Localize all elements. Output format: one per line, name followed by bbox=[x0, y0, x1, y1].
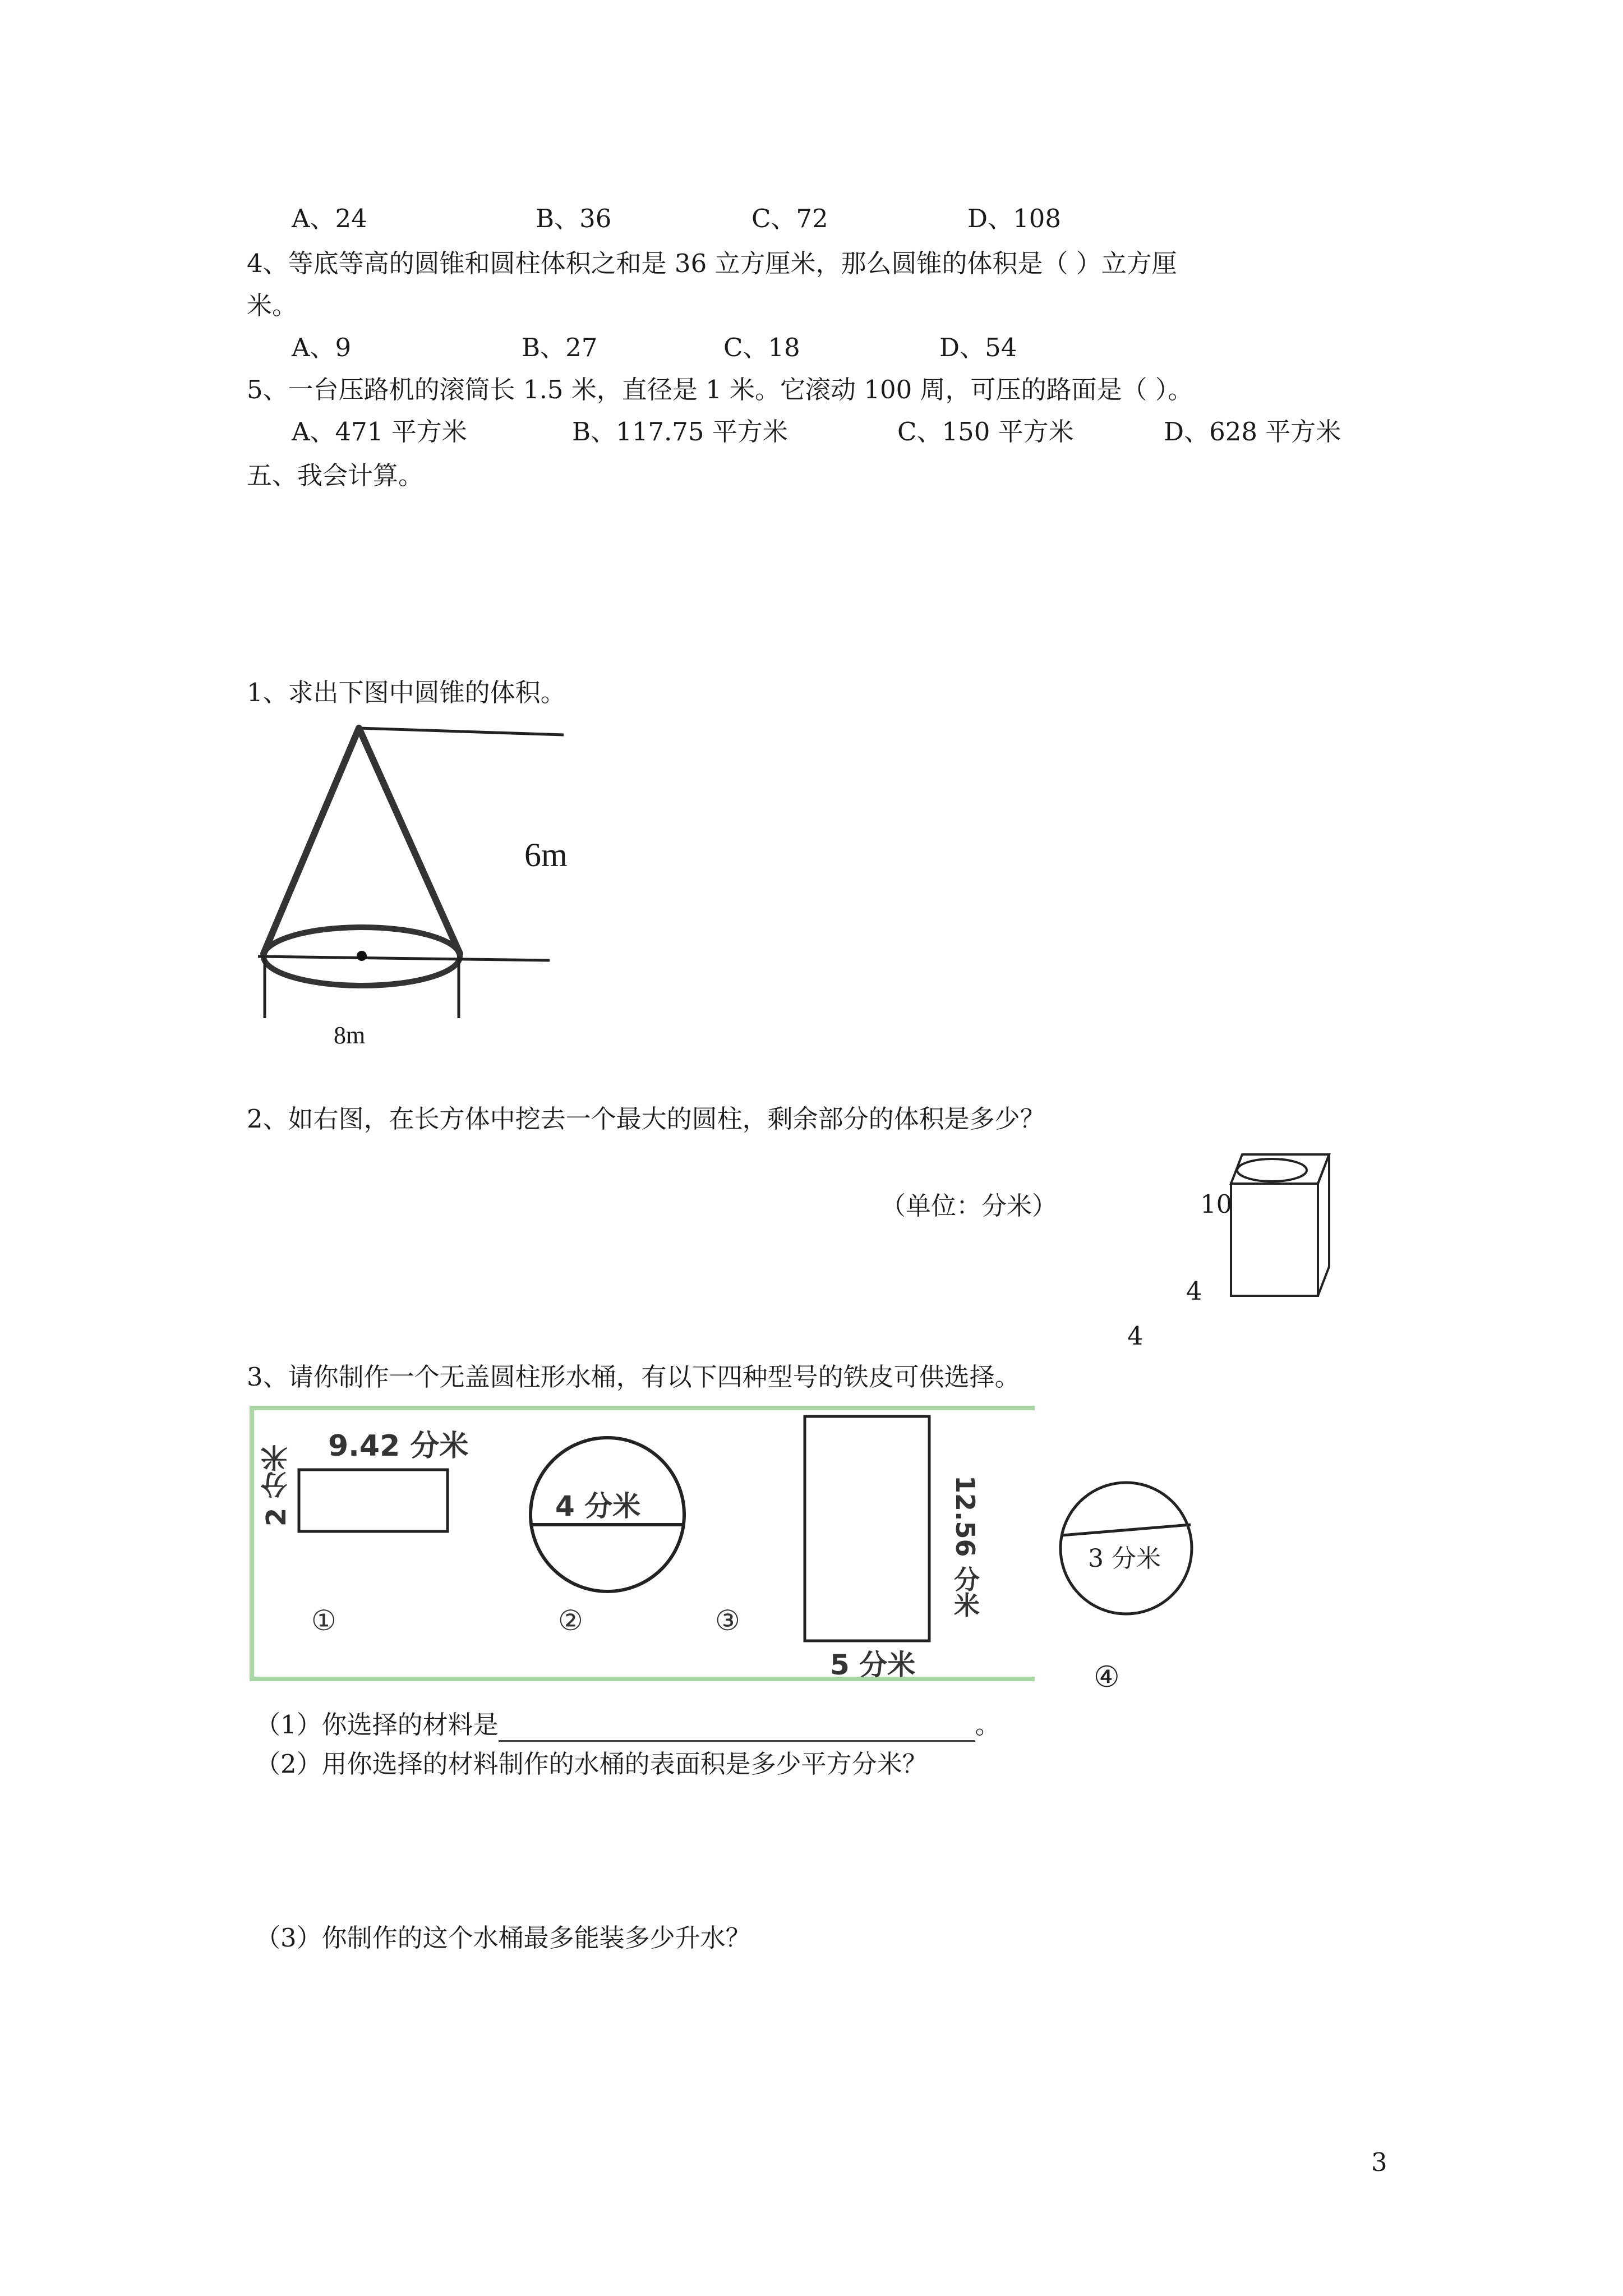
cone-diameter-label: 8m bbox=[334, 1022, 366, 1049]
material1-length-label: 9.42 分米 bbox=[328, 1429, 469, 1463]
q3-option-c: C、72 bbox=[751, 204, 828, 233]
q5-option-d: D、628 平方米 bbox=[1164, 417, 1341, 447]
material4-number: ④ bbox=[1094, 1660, 1120, 1694]
q5-text: 5、一台压路机的滚筒长 1.5 米，直径是 1 米。它滚动 100 周，可压的路面是（ ）。 bbox=[247, 375, 1193, 404]
problem2-text: 2、如右图，在长方体中挖去一个最大的圆柱，剩余部分的体积是多少？ bbox=[247, 1104, 1045, 1134]
section-title: 五、我会计算。 bbox=[247, 461, 424, 490]
unit-note: （单位：分米） bbox=[880, 1191, 1058, 1221]
material3-width-label: 5 分米 bbox=[830, 1649, 916, 1681]
q4-option-d: D、54 bbox=[939, 333, 1017, 362]
material1-width-label: 2 分米 bbox=[261, 1444, 292, 1527]
sub-question-3: （3）你制作的这个水桶最多能装多少升水？ bbox=[255, 1923, 751, 1953]
sub-question-2: （2）用你选择的材料制作的水桶的表面积是多少平方分米？ bbox=[255, 1749, 928, 1779]
q3-option-a: A、24 bbox=[292, 204, 367, 233]
problem1-text: 1、求出下图中圆锥的体积。 bbox=[247, 678, 566, 707]
q5-option-b: B、117.75 平方米 bbox=[572, 417, 788, 447]
sub-question-1-text: （1）你选择的材料是 bbox=[255, 1710, 499, 1740]
q5-option-a: A、471 平方米 bbox=[292, 417, 467, 447]
material3-length-label: 12.56 分米 bbox=[950, 1475, 980, 1618]
q3-option-d: D、108 bbox=[967, 204, 1061, 233]
q5-option-c: C、150 平方米 bbox=[897, 417, 1074, 447]
material1-number: ① bbox=[311, 1604, 336, 1637]
cuboid-width-label: 4 bbox=[1186, 1276, 1202, 1306]
page-number: 3 bbox=[1371, 2147, 1387, 2177]
sub-question-1 bbox=[255, 1708, 1000, 1742]
problem3-text: 3、请你制作一个无盖圆柱形水桶，有以下四种型号的铁皮可供选择。 bbox=[247, 1362, 1020, 1392]
material3-number: ③ bbox=[715, 1604, 740, 1637]
cone-height-label: 6m bbox=[524, 836, 568, 873]
sub-question-1-end: 。 bbox=[975, 1710, 1000, 1740]
q3-option-b: B、36 bbox=[536, 204, 612, 233]
material2-number: ② bbox=[558, 1604, 583, 1637]
q4-text-line2: 米。 bbox=[247, 291, 298, 320]
q4-text-line1: 4、等底等高的圆锥和圆柱体积之和是 36 立方厘米，那么圆锥的体积是（ ）立方厘 bbox=[247, 249, 1177, 278]
material2-diameter-label: 4 分米 bbox=[555, 1490, 641, 1522]
cuboid-height-label: 10 bbox=[1200, 1189, 1233, 1219]
answer-blank[interactable] bbox=[499, 1713, 975, 1742]
q4-option-b: B、27 bbox=[522, 333, 598, 362]
q4-option-a: A、9 bbox=[292, 333, 352, 362]
material4-diameter-label: 3 分米 bbox=[1088, 1544, 1161, 1573]
cuboid-depth-label: 4 bbox=[1127, 1321, 1144, 1351]
q4-option-c: C、18 bbox=[723, 333, 800, 362]
